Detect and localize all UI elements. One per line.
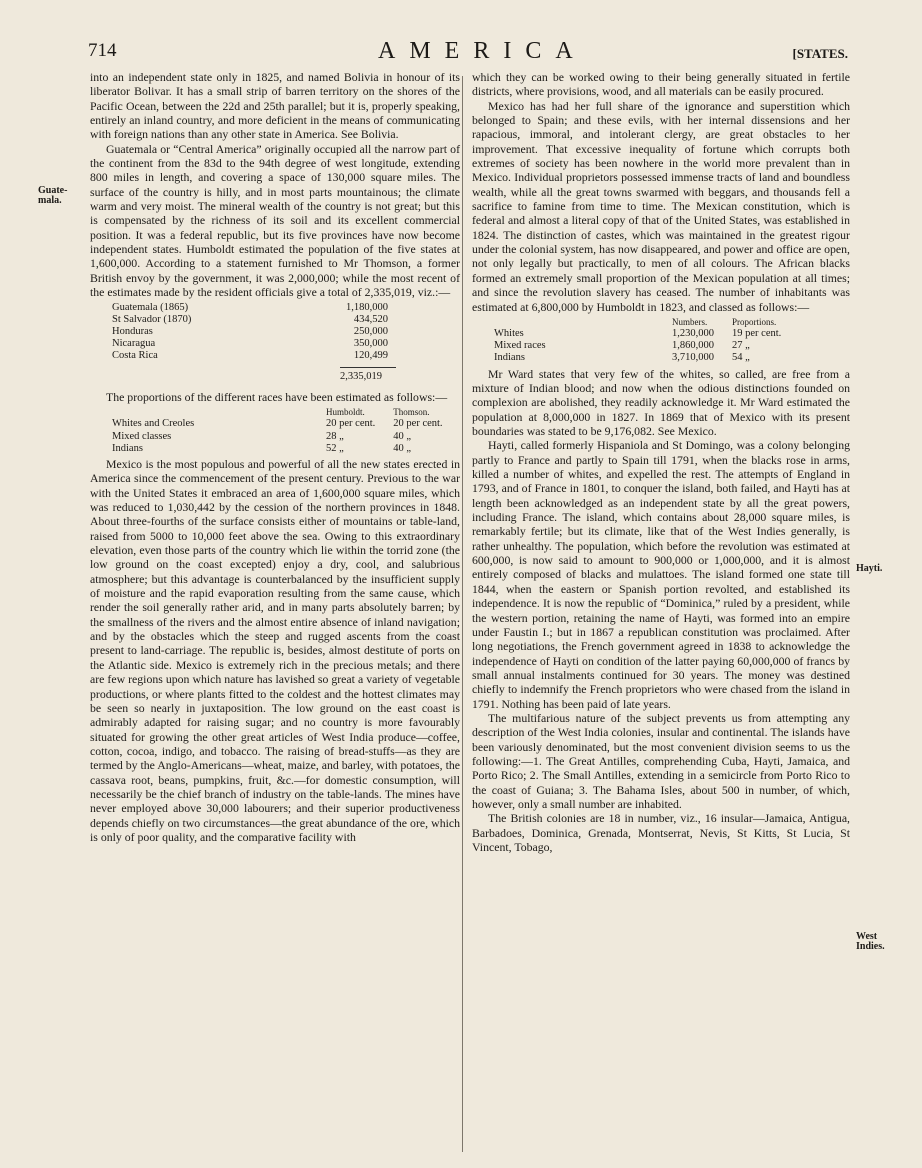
table-row: Nicaragua 350,000 (112, 338, 388, 350)
left-column (90, 70, 460, 844)
table-row: Mixed classes 28 „ 40 „ (112, 430, 412, 442)
page-number: 714 (88, 40, 117, 61)
mexico-population-table (494, 316, 781, 365)
paragraph-mexico-continued: which they can be worked owing to their being generally situated in fertile districts, where provisions, wood, and all materials can be easily procured. (472, 70, 850, 99)
running-title: AMERICA (378, 38, 587, 64)
sidenote-hayti: Hayti. (856, 563, 883, 574)
table-header-row: Numbers. Proportions. (672, 316, 777, 327)
table-row: Whites and Creoles 20 per cent. 20 per cent. (112, 418, 443, 430)
paragraph-british-colonies: The British colonies are 18 in number, viz., 16 insular—Jamaica, Antigua, Barbadoes, Dominica, Grenada, Montserrat, Nevis, St Kitts, St Lucia, St Vincent, Tobago, (472, 811, 850, 854)
table-header-row: Humboldt. Thomson. (326, 407, 430, 418)
paragraph-west-indies: The multifarious nature of the subject prevents us from attempting any description of the West India colonies, insular and continental. The islands have been variously denominated, but the most convenient division seems to us the following:—1. The Great Antilles, comprehending Cuba, Hayti, Jamaica, and Porto Rico; 2. The Small Antilles, extending in a semicircle from Porto Rico to the coast of Guiana; 3. The Bahama Isles, about 500 in number, of which, however, only a small number are inhabited. (472, 710, 850, 811)
sidenote-guatemala: Guate- mala. (38, 185, 68, 206)
table-row: Indians 52 „ 40 „ (112, 442, 412, 454)
population-table-central-america (112, 302, 388, 363)
paragraph-mexico: Mexico is the most populous and powerful of all the new states erected in America since the commencement of the present century. Previous to the war with the United States it embraced an area of 1,600,000 square miles, which was reduced to 1,030,442 by the cession of the northern provinces in 1848. About three-fourths of the surface consists either of mountains or table-land, raised from 5000 to 10,000 feet above the sea. Owing to this extraordinary elevation, even those parts of the country which lie within the torrid zone (the low ground on the coast excepted) enjoy a dry, cool, and salubrious atmosphere; but this advantage is counterbalanced by the insufficient supply of moisture and the rapid evaporation resulting from the same cause, which render the soil generally rather arid, and in many parts absolutely barren; by the smallness of the rivers and the almost entire absence of inland navigation; and by the obstacles which the steep and rugged ascents from the coast present to land-carriage. The republic is, besides, almost destitute of ports on the Atlantic side. Mexico is extremely rich in the precious metals; and there are few regions upon which nature has lavished so great a variety of vegetable productions, or where plants fitted to the coldest and the hottest climates may be seen so nearly in juxtaposition. The low ground on the east coast is admirably adapted for raising sugar; and no country is more favourably situated for growing the other great articles of West India produce—coffee, cotton, cocoa, indigo, and tobacco. The raising of bread-stuffs—as they are termed by the Anglo-Americans—wheat, maize, and barley, with potatoes, the cassava root, beans, pumpkins, fruit, &c.—for domestic consumption, will necessarily be the chief branch of industry on the table-lands. The mines have never employed above 30,000 labourers; and their superior productiveness depends chiefly on two circumstances—the great abundance of the ore, which is only of poor quality, and the comparative facility with (90, 457, 460, 844)
page-header (88, 30, 848, 64)
table-row: St Salvador (1870) 434,520 (112, 313, 388, 325)
table-row: Costa Rica 120,499 (112, 350, 388, 362)
paragraph-guatemala: Guatemala or “Central America” originally occupied all the narrow part of the continent from the 83d to the 94th degree of west longitude, extending 800 miles in length, and covering a space of 130,000 square miles. The surface of the country is hilly, and in most parts mountainous; the climate warm and very moist. The mineral wealth of the country is not great; but this is compensated by the richness of its soil and its excellent commercial position. It was a federal republic, but its five provinces have now become independent states. Humboldt estimated the population of the five states at 1,600,000. According to a statement furnished to Mr Thomson, a former British envoy by the government, it was 2,000,000; while the most recent of the estimates made by the resident officials give a total of 2,335,019, viz.:— (90, 141, 460, 300)
paragraph-races: The proportions of the different races have been estimated as follows:— (106, 389, 448, 404)
table-row: Mixed races 1,860,000 27 „ (494, 340, 750, 352)
column-divider (462, 76, 463, 1152)
sidenote-west-indies: West Indies. (856, 931, 885, 952)
paragraph-ward: Mr Ward states that very few of the whites, so called, are free from a mixture of Indian blood; and now when the odious distinctions founded on complexion are abolished, they readily acknowledge it. Mr Ward estimated the population at 8,000,000 in 1827. In 1869 that of Mexico with its present boundaries was stated to be 9,176,082. See Mexico. (472, 366, 850, 439)
paragraph-mexico-society: Mexico has had her full share of the ignorance and superstition which belonged to Spain; and these evils, with her internal dissensions and her rapacious, immoral, and intolerant clergy, are great obstacles to her improvement. That excessive inequality of fortune which corrupts both extremes of society has been nowhere in the world more prevalent than in Mexico. Individual proprietors possessed immense tracts of land and boundless wealth, while all the great towns swarmed with beggars, and thousands fell a sacrifice to famine from time to time. The Mexican constitution, which is federal and almost a literal copy of that of the United States, was established in 1824. The distinction of castes, which was maintained in the greatest rigour under the colonial system, has now disappeared, and power and office are open, not only legally but practically, to men of all colours. The African blacks formed an extremely small proportion of the Mexican population at all times; and since the revolution slavery has ceased. The number of inhabitants was estimated at 6,800,000 by Humboldt in 1823, and classed as follows:— (472, 98, 850, 314)
paragraph-bolivia: into an independent state only in 1825, and named Bolivia in honour of its liberator Bolivar. It has a small strip of barren territory on the shores of the Pacific Ocean, between the 22d and 25th parallel; but it is, properly speaking, entirely an inland country, and more deficient in the means of communicating with foreign nations than any other state in America. See Bolivia. (90, 70, 460, 142)
right-column (472, 70, 850, 854)
table-total: 2,335,019 (340, 367, 396, 384)
race-proportion-table (112, 406, 443, 455)
table-row: Guatemala (1865) 1,180,000 (112, 301, 388, 313)
table-row: Honduras 250,000 (112, 325, 388, 337)
section-heading: [STATES. (792, 46, 848, 61)
table-row: Whites 1,230,000 19 per cent. (494, 328, 782, 340)
table-row: Indians 3,710,000 54 „ (494, 352, 750, 364)
paragraph-hayti: Hayti, called formerly Hispaniola and St Domingo, was a colony belonging partly to France and partly to Spain till 1791, when the blacks rose in arms, killed a number of whites, and expelled the rest. The attempts of England in 1793, and of France in 1801, to conquer the island, both failed, and Hayti has at length been acknowledged as an independent state by all the great powers, including France. The island, which contains about 28,000 square miles, is remarkably fertile; but its climate, like that of the West Indies generally, is rather unhealthy. The population, which before the revolution was estimated at 600,000, is now said to amount to 900,000 or 1,000,000, and it is almost entirely composed of blacks and mulattoes. The island formed one state till 1844, when the eastern or Spanish portion revolted, and established its independence. It is now the republic of “Dominica,” ruled by a president, while the western portion, retaining the name of Hayti, was formed into an empire under Faustin I.; but in 1867 a republican constitution was proclaimed. After long negotiations, the French government agreed in 1838 to acknowledge the independence of Hayti on condition of the latter paying 60,000,000 of francs by small annual instalments continued for 30 years. The money was destined chiefly to indemnify the French proprietors who were chased from the island in 1791. Nothing has been paid of late years. (472, 438, 850, 711)
